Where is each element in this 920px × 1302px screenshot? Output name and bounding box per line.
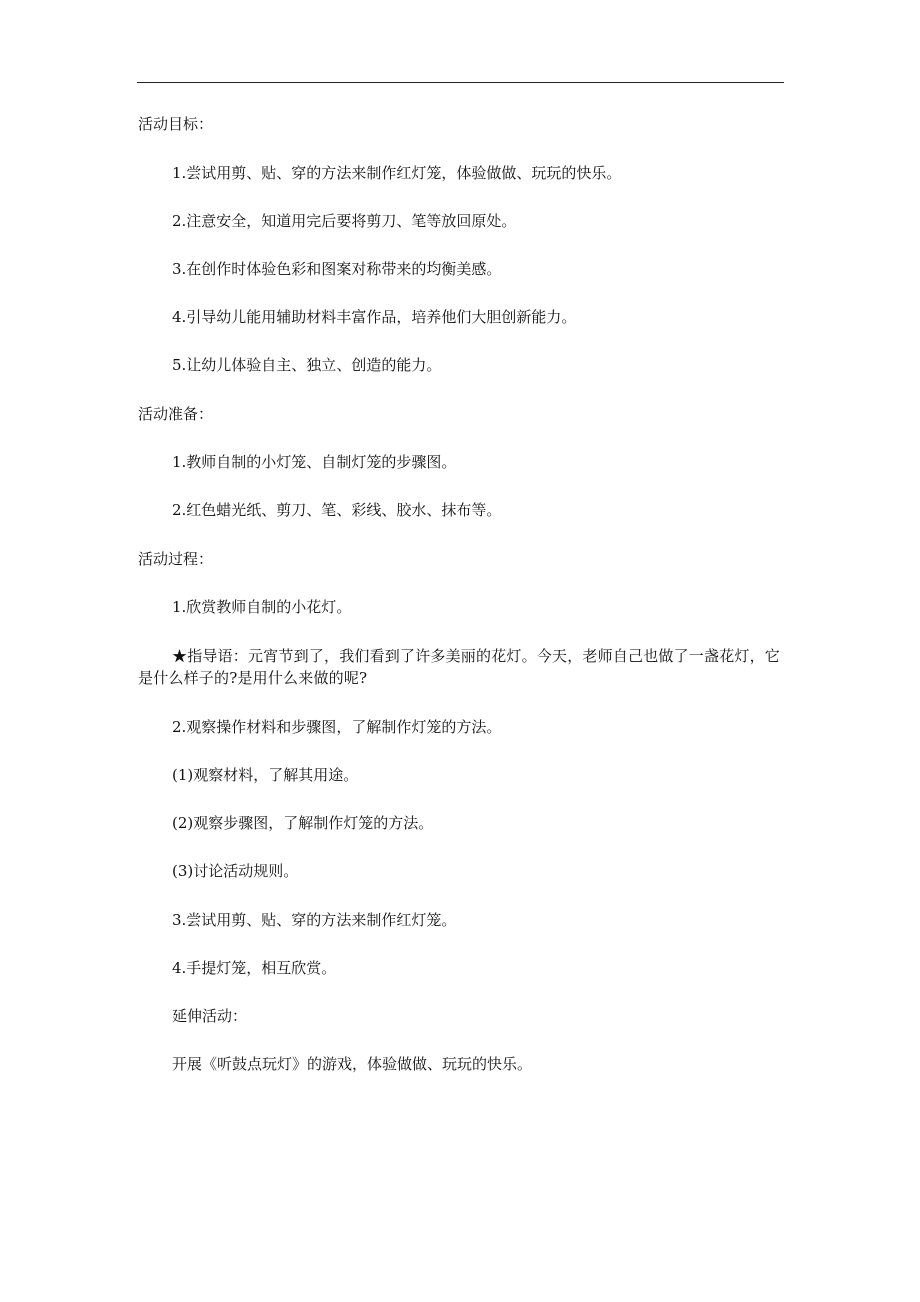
process-substep-3: (3)讨论活动规则。 — [172, 862, 299, 880]
extension-heading: 延伸活动： — [172, 1007, 248, 1025]
goal-item-3: 3.在创作时体验色彩和图案对称带来的均衡美感。 — [172, 260, 502, 278]
goals-heading: 活动目标： — [138, 115, 214, 133]
extension-text: 开展《听鼓点玩灯》的游戏，体验做做、玩玩的快乐。 — [172, 1055, 533, 1073]
process-substep-2: (2)观察步骤图，了解制作灯笼的方法。 — [172, 814, 434, 832]
process-step-2: 2.观察操作材料和步骤图，了解制作灯笼的方法。 — [172, 718, 502, 736]
preparation-item-1: 1.教师自制的小灯笼、自制灯笼的步骤图。 — [172, 453, 457, 471]
process-substep-1: (1)观察材料，了解其用途。 — [172, 766, 359, 784]
preparation-heading: 活动准备： — [138, 405, 214, 423]
goal-item-5: 5.让幼儿体验自主、独立、创造的能力。 — [172, 356, 442, 374]
goal-item-1: 1.尝试用剪、贴、穿的方法来制作红灯笼，体验做做、玩玩的快乐。 — [172, 164, 622, 182]
goal-item-4: 4.引导幼儿能用辅助材料丰富作品，培养他们大胆创新能力。 — [172, 308, 577, 326]
goal-item-2: 2.注意安全，知道用完后要将剪刀、笔等放回原处。 — [172, 212, 517, 230]
preparation-item-2: 2.红色蜡光纸、剪刀、笔、彩线、胶水、抹布等。 — [172, 501, 502, 519]
guide-paragraph: ★指导语：元宵节到了，我们看到了许多美丽的花灯。今天，老师自己也做了一盏花灯，它是什么样子的?是用什么来做的呢? — [138, 647, 781, 687]
process-step-1: 1.欣赏教师自制的小花灯。 — [172, 598, 352, 616]
process-heading: 活动过程： — [138, 550, 214, 568]
header-rule — [137, 82, 784, 83]
process-step-3: 3.尝试用剪、贴、穿的方法来制作红灯笼。 — [172, 911, 457, 929]
process-step-4: 4.手提灯笼，相互欣赏。 — [172, 959, 337, 977]
